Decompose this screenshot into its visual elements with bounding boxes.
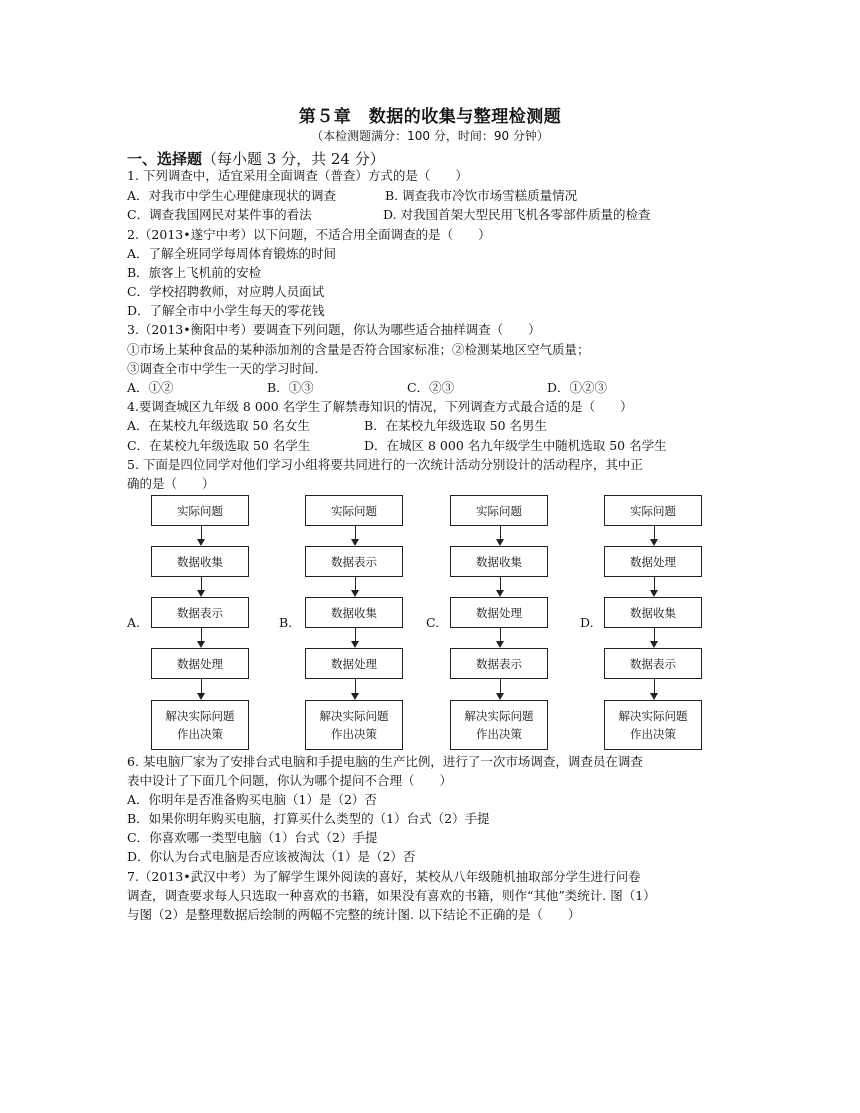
q6-option-d: D．你认为台式电脑是否应该被淘汰（1）是（2）否	[127, 849, 416, 864]
flow-a-label: A.	[127, 615, 141, 630]
q5-stem-line2: 确的是（ ）	[127, 476, 215, 491]
arrow-down-icon	[197, 693, 205, 700]
q1-option-c: C．调查我国网民对某件事的看法	[127, 207, 312, 222]
q4-stem: 4.要调查城区九年级 8 000 名学生了解禁毒知识的情况，下列调查方式最合适的是（ ）	[127, 399, 633, 414]
flow-c-step-4: 数据表示	[450, 648, 548, 679]
flow-c-end	[450, 700, 548, 750]
q7-line2: 调查，调查要求每人只选取一种喜欢的书籍，如果没有喜欢的书籍，则作“其他”类统计. 图（1）	[127, 888, 656, 903]
flow-c-label: C.	[426, 615, 440, 630]
q6-option-a: A．你明年是否准备购买电脑（1）是（2）否	[127, 792, 377, 807]
flow-d-step-4: 数据表示	[604, 648, 702, 679]
flow-b-connector	[355, 628, 356, 641]
flow-c-end-line2: 作出决策	[476, 727, 522, 741]
q3-option-a: A．①②	[127, 380, 174, 395]
q4-option-d: D．在城区 8 000 名九年级学生中随机选取 50 名学生	[364, 438, 667, 453]
arrow-down-icon	[351, 539, 359, 546]
q6-option-c: C．你喜欢哪一类型电脑（1）台式（2）手提	[127, 830, 378, 845]
flow-a-step-1: 实际问题	[151, 495, 249, 526]
q1-option-a: A．对我市中学生心理健康现状的调查	[127, 188, 337, 203]
flow-b-connector	[355, 679, 356, 693]
flow-b-end	[305, 700, 403, 750]
section-heading	[127, 148, 385, 169]
flow-d-end-line1: 解决实际问题	[618, 709, 688, 723]
arrow-down-icon	[496, 590, 504, 597]
q2-option-d: D．了解全市中小学生每天的零花钱	[127, 303, 325, 318]
flow-b-end-line1: 解决实际问题	[319, 709, 389, 723]
flow-b-connector	[355, 526, 356, 539]
q2-option-c: C．学校招聘教师，对应聘人员面试	[127, 284, 325, 299]
flow-b-connector	[355, 577, 356, 590]
flow-d-step-2: 数据处理	[604, 546, 702, 577]
arrow-down-icon	[197, 539, 205, 546]
q3-option-c: C．②③	[407, 380, 455, 395]
arrow-down-icon	[496, 539, 504, 546]
q2-option-b: B．旅客上飞机前的安检	[127, 265, 262, 280]
flow-c-connector	[500, 628, 501, 641]
q7-line1: 7.（2013•武汉中考）为了解学生课外阅读的喜好，某校从八年级随机抽取部分学生进行问卷	[127, 869, 641, 884]
q3-line1: ①市场上某种食品的某种添加剂的含量是否符合国家标准；②检测某地区空气质量；	[127, 342, 590, 357]
q2-stem: 2.（2013•遂宁中考）以下问题，不适合用全面调查的是（ ）	[127, 227, 491, 242]
flow-b-end-line2: 作出决策	[331, 727, 377, 741]
page-title: 第５章 数据的收集与整理检测题	[298, 107, 562, 127]
arrow-down-icon	[351, 641, 359, 648]
flow-a-step-2: 数据收集	[151, 546, 249, 577]
flow-c-step-2: 数据收集	[450, 546, 548, 577]
section-note: （每小题 3 分，共 24 分）	[202, 150, 385, 168]
flow-c-step-1: 实际问题	[450, 495, 548, 526]
flow-a-end-line1: 解决实际问题	[165, 709, 235, 723]
q4-option-c: C．在某校九年级选取 50 名学生	[127, 438, 311, 453]
arrow-down-icon	[650, 693, 658, 700]
flow-b-step-4: 数据处理	[305, 648, 403, 679]
q2-option-a: A．了解全班同学每周体育锻炼的时间	[127, 246, 337, 261]
flow-d-step-1: 实际问题	[604, 495, 702, 526]
page-subtitle: （本检测题满分：100 分，时间：90 分钟）	[311, 129, 549, 143]
arrow-down-icon	[351, 590, 359, 597]
flow-a-connector	[201, 628, 202, 641]
flow-b-step-3: 数据收集	[305, 597, 403, 628]
flow-b-step-1: 实际问题	[305, 495, 403, 526]
flow-d-connector	[654, 679, 655, 693]
flow-d-connector	[654, 526, 655, 539]
flow-b-label: B.	[279, 615, 293, 630]
q1-stem: 1. 下列调查中，适宜采用全面调查（普查）方式的是（ ）	[127, 168, 468, 183]
flow-d-connector	[654, 628, 655, 641]
q5-stem-line1: 5. 下面是四位同学对他们学习小组将要共同进行的一次统计活动分别设计的活动程序，其中正	[127, 457, 643, 472]
flow-a-end	[151, 700, 249, 750]
q3-option-d: D．①②③	[547, 380, 608, 395]
arrow-down-icon	[650, 590, 658, 597]
flow-d-end	[604, 700, 702, 750]
arrow-down-icon	[496, 693, 504, 700]
q3-line2: ③调查全市中学生一天的学习时间.	[127, 361, 319, 376]
flow-a-step-4: 数据处理	[151, 648, 249, 679]
flow-d-step-3: 数据收集	[604, 597, 702, 628]
arrow-down-icon	[496, 641, 504, 648]
arrow-down-icon	[650, 539, 658, 546]
q4-option-b: B．在某校九年级选取 50 名男生	[364, 418, 548, 433]
flow-b-step-2: 数据表示	[305, 546, 403, 577]
arrow-down-icon	[650, 641, 658, 648]
flow-a-connector	[201, 577, 202, 590]
flow-d-end-line2: 作出决策	[630, 727, 676, 741]
flow-c-connector	[500, 679, 501, 693]
q3-stem: 3.（2013•衡阳中考）要调查下列问题，你认为哪些适合抽样调查（ ）	[127, 322, 541, 337]
flow-d-connector	[654, 577, 655, 590]
flow-c-connector	[500, 526, 501, 539]
arrow-down-icon	[197, 641, 205, 648]
flow-a-connector	[201, 679, 202, 693]
arrow-down-icon	[351, 693, 359, 700]
q1-option-b: B. 调查我市冷饮市场雪糕质量情况	[385, 188, 578, 203]
q6-stem-line2: 表中设计了下面几个问题，你认为哪个提问不合理（ ）	[127, 773, 453, 788]
flow-c-step-3: 数据处理	[450, 597, 548, 628]
q6-option-b: B．如果你明年购买电脑，打算买什么类型的（1）台式（2）手提	[127, 811, 490, 826]
section-heading-text: 一、选择题	[127, 150, 203, 168]
q1-option-d: D. 对我国首架大型民用飞机各零部件质量的检查	[383, 207, 651, 222]
flow-a-connector	[201, 526, 202, 539]
flow-c-end-line1: 解决实际问题	[464, 709, 534, 723]
flow-a-step-3: 数据表示	[151, 597, 249, 628]
q7-line3: 与图（2）是整理数据后绘制的两幅不完整的统计图. 以下结论不正确的是（ ）	[127, 907, 581, 922]
flow-a-end-line2: 作出决策	[177, 727, 223, 741]
q6-stem-line1: 6. 某电脑厂家为了安排台式电脑和手提电脑的生产比例，进行了一次市场调查，调查员在调查	[127, 754, 643, 769]
q3-option-b: B．①③	[267, 380, 314, 395]
flow-d-label: D.	[580, 615, 594, 630]
flow-c-connector	[500, 577, 501, 590]
q4-option-a: A．在某校九年级选取 50 名女生	[127, 418, 310, 433]
arrow-down-icon	[197, 590, 205, 597]
